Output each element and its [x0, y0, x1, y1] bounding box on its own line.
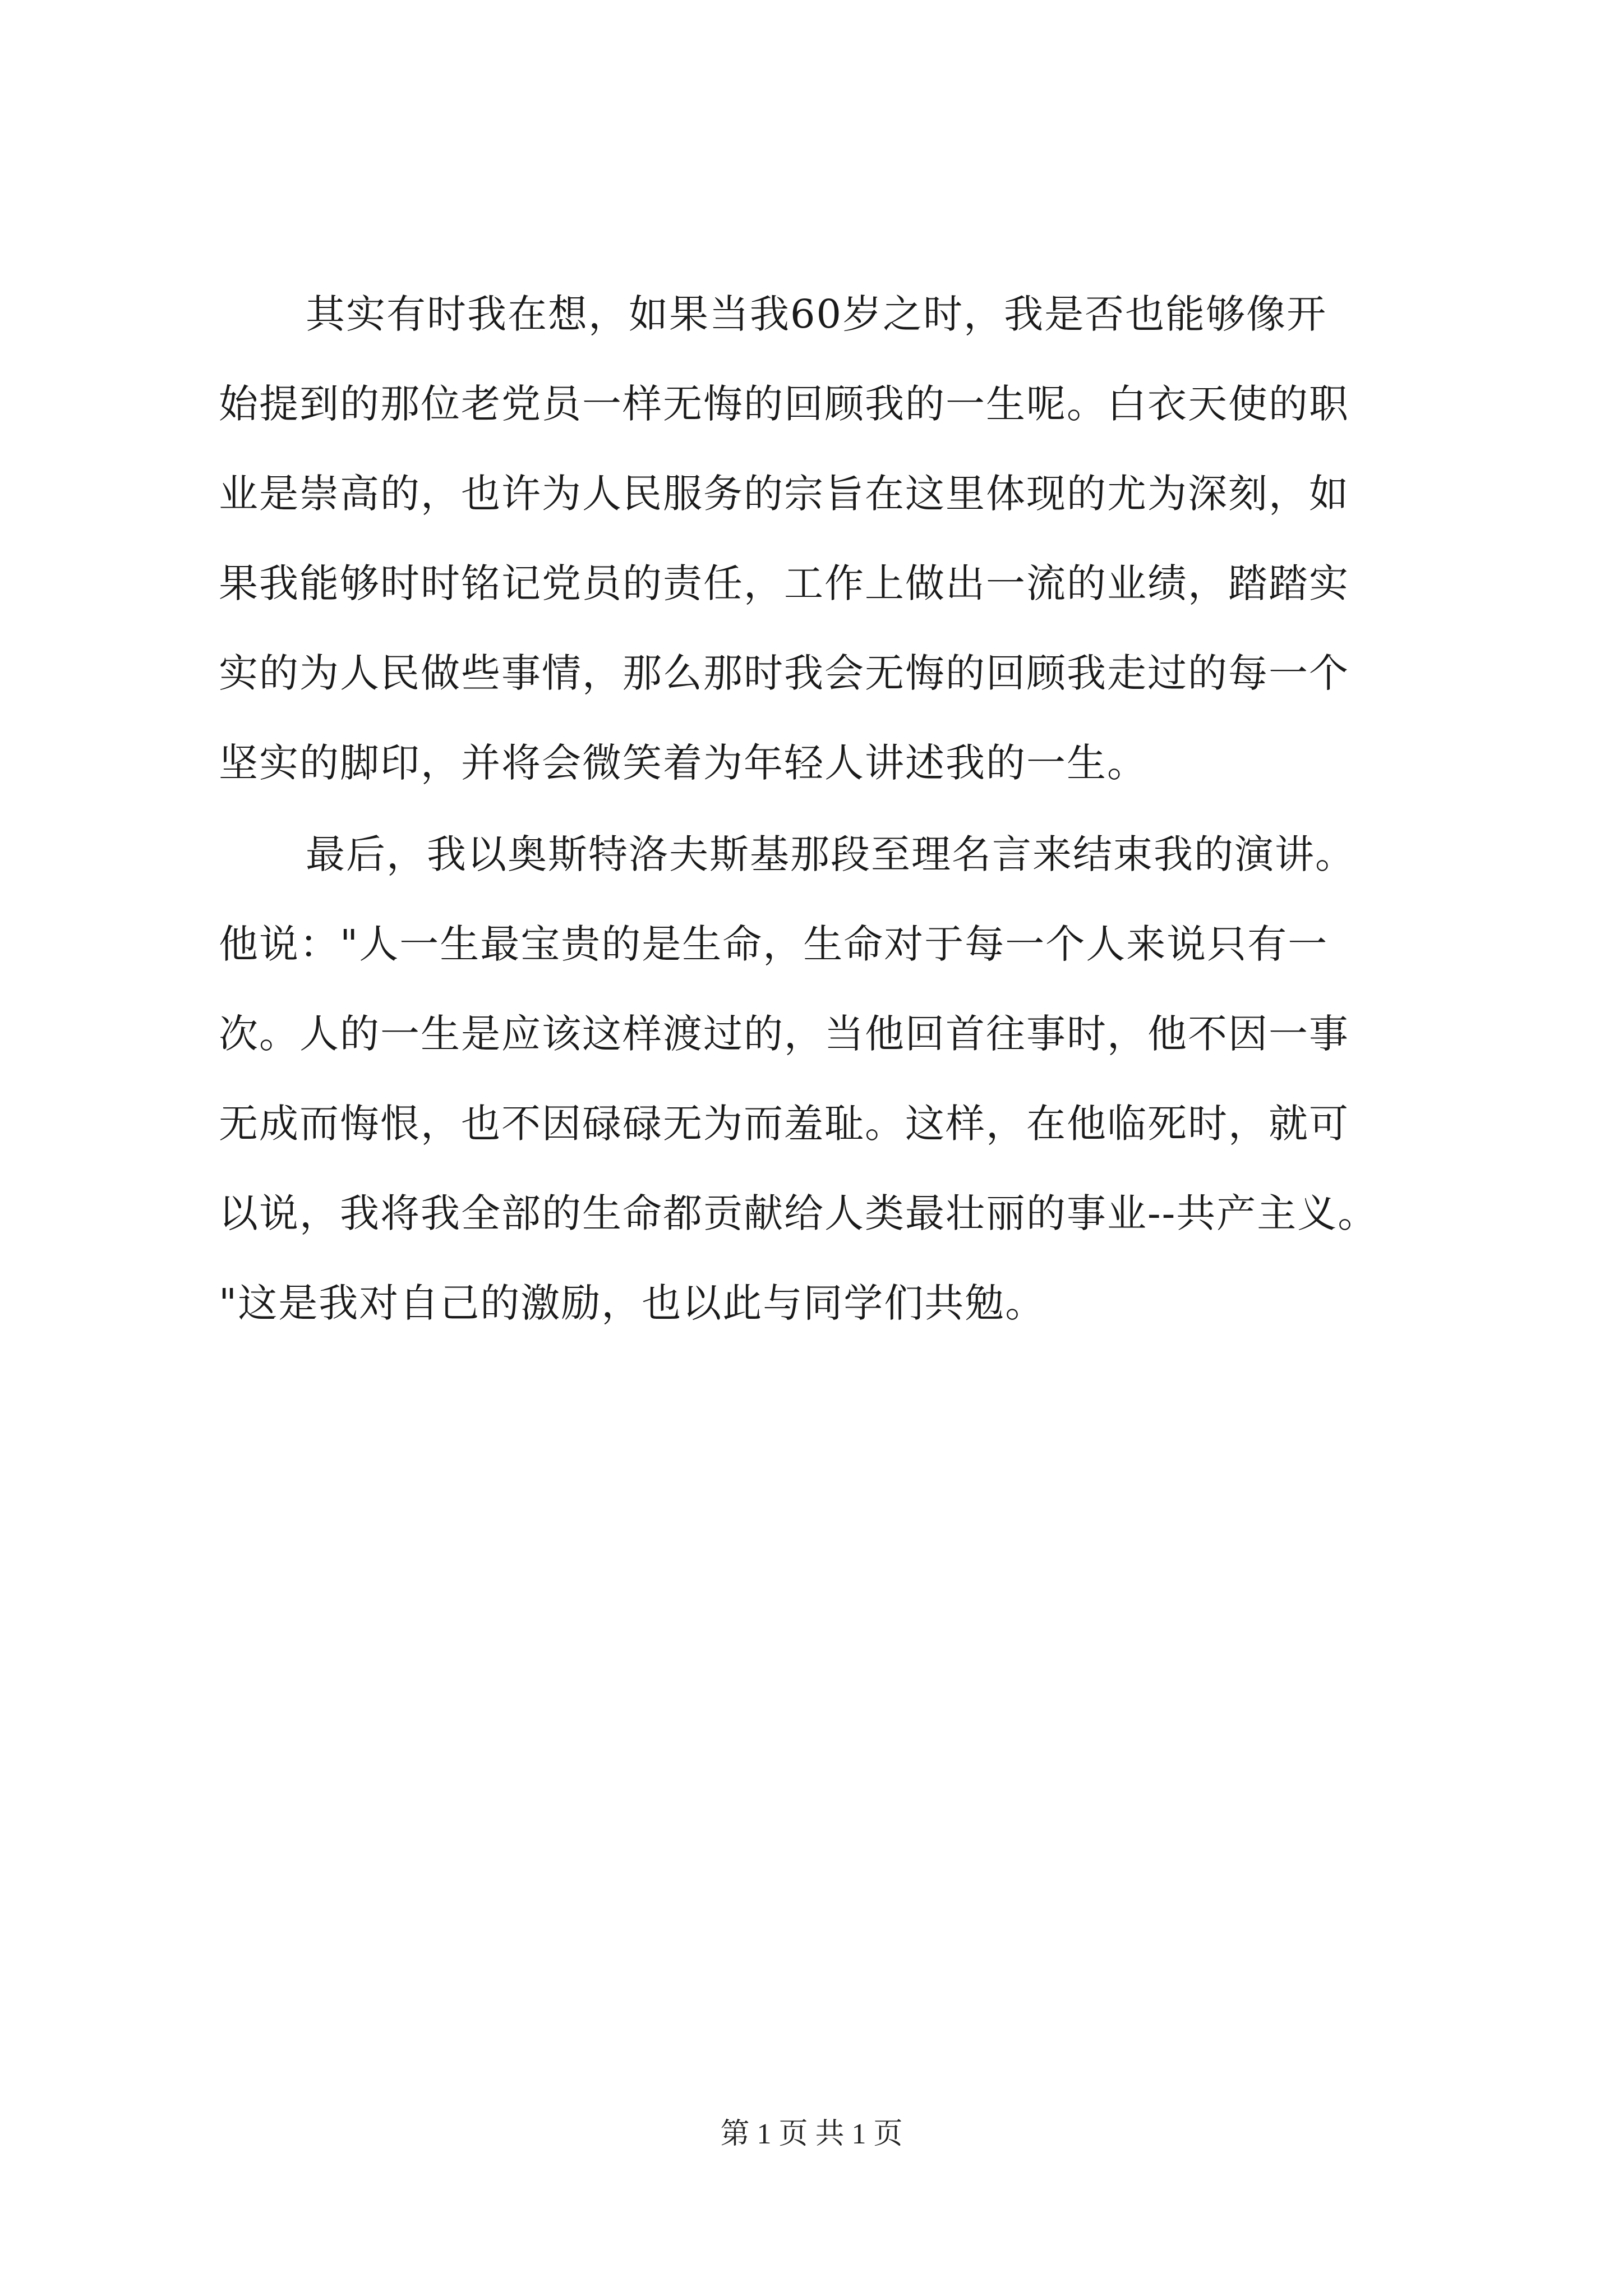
paragraph-2-line-6: "这是我对自己的激励，也以此与同学们共勉。 [219, 1280, 1046, 1326]
paragraph-2-line-1: 最后，我以奥斯特洛夫斯基那段至理名言来结束我的演讲。 [306, 831, 1355, 877]
paragraph-1-line-1: 其实有时我在想，如果当我60岁之时，我是否也能够像开 [306, 291, 1327, 337]
paragraph-2-line-3: 次。人的一生是应该这样渡过的，当他回首往事时，他不因一事 [219, 1011, 1349, 1057]
page-number-footer: 第 1 页 共 1 页 [720, 2118, 903, 2150]
paragraph-2-line-5: 以说，我将我全部的生命都贡献给人类最壮丽的事业--共产主义。 [219, 1190, 1378, 1236]
paragraph-2-line-2: 他说："人一生最宝贵的是生命，生命对于每一个人来说只有一 [219, 921, 1329, 967]
paragraph-1-line-3: 业是崇高的，也许为人民服务的宗旨在这里体现的尤为深刻，如 [219, 471, 1349, 517]
paragraph-1-line-2: 始提到的那位老党员一样无悔的回顾我的一生呢。白衣天使的职 [219, 381, 1349, 427]
paragraph-2-line-4: 无成而悔恨，也不因碌碌无为而羞耻。这样，在他临死时，就可 [219, 1101, 1349, 1147]
paragraph-1-line-6: 坚实的脚印，并将会微笑着为年轻人讲述我的一生。 [219, 740, 1147, 786]
paragraph-1-line-4: 果我能够时时铭记党员的责任，工作上做出一流的业绩，踏踏实 [219, 560, 1349, 606]
paragraph-1-line-5: 实的为人民做些事情，那么那时我会无悔的回顾我走过的每一个 [219, 650, 1349, 696]
